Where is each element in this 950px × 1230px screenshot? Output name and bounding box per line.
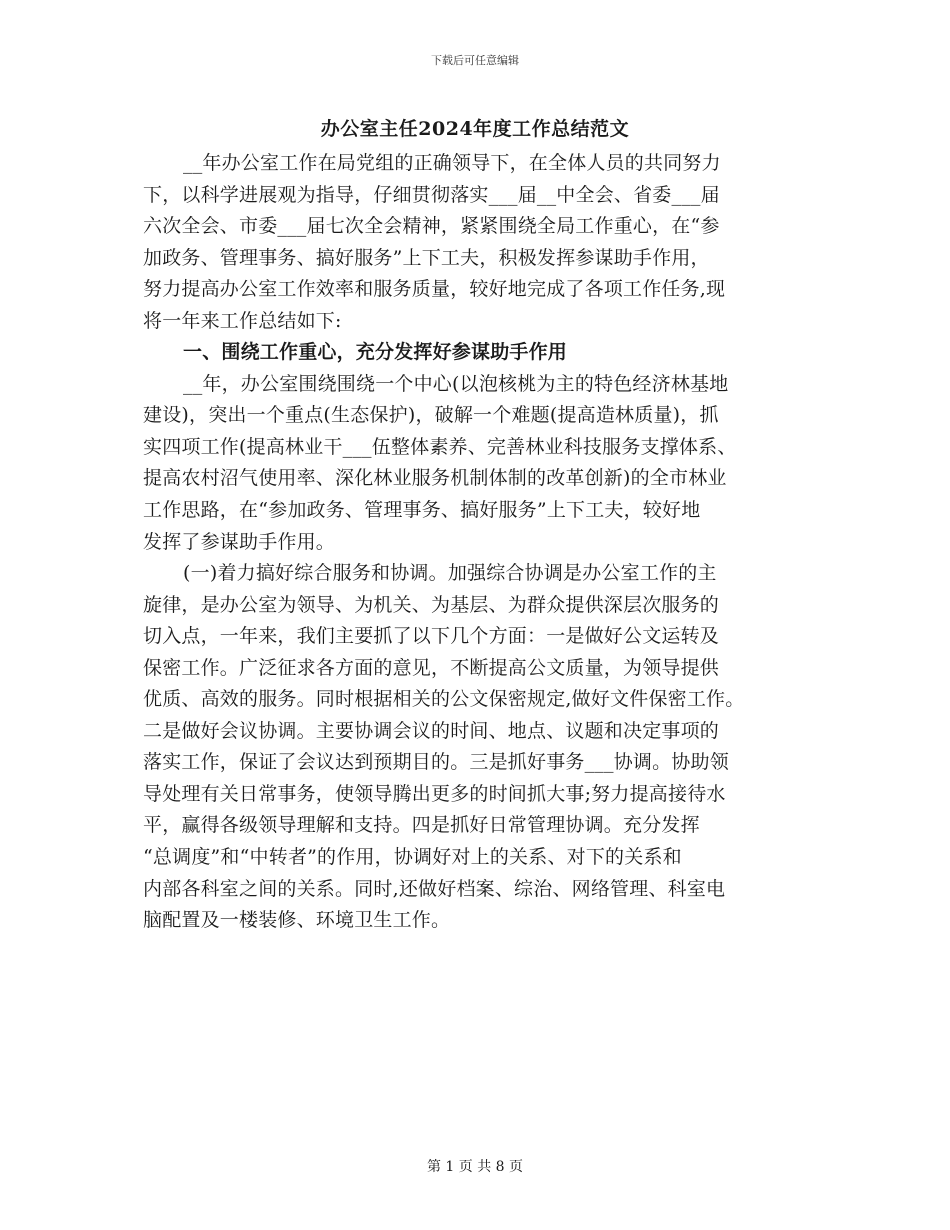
body-text-line: 脑配置及一楼装修、环境卫生工作。 [143, 909, 451, 932]
body-text-line: 切入点，一年来，我们主要抓了以下几个方面：一是做好公文运转及 [143, 625, 720, 648]
body-text-line: 平，赢得各级领导理解和支持。四是抓好日常管理协调。充分发挥 [143, 814, 700, 837]
section-heading: 一、围绕工作重心，充分发挥好参谋助手作用 [183, 341, 568, 364]
page-header-note: 下载后可任意编辑 [431, 54, 519, 67]
body-text-line: 将一年来工作总结如下: [143, 309, 342, 332]
body-text-line: 二是做好会议协调。主要协调会议的时间、地点、议题和决定事项的 [143, 719, 720, 742]
body-text-line: 建设)，突出一个重点(生态保护)，破解一个难题(提高造林质量)，抓 [143, 404, 719, 427]
body-text-line: 导处理有关日常事务，使领导腾出更多的时间抓大事;努力提高接待水 [143, 782, 726, 805]
body-text-line: 保密工作。广泛征求各方面的意见，不断提高公文质量，为领导提供 [143, 656, 720, 679]
body-text-line: 旋律，是办公室为领导、为机关、为基层、为群众提供深层次服务的 [143, 593, 720, 616]
page-number-footer: 第 1 页 共 8 页 [426, 1159, 524, 1175]
body-text-line: 加政务、管理事务、搞好服务”上下工夫，积极发挥参谋助手作用， [143, 246, 710, 269]
body-text-line: 内部各科室之间的关系。同时,还做好档案、综治、网络管理、科室电 [143, 877, 726, 900]
body-text-line: 发挥了参谋助手作用。 [143, 530, 336, 553]
body-text-line: 工作思路，在“参加政务、管理事务、搞好服务”上下工夫，较好地 [143, 499, 701, 522]
body-text-line: 提高农村沼气使用率、深化林业服务机制体制的改革创新)的全市林业 [143, 467, 727, 490]
body-text-line: 优质、高效的服务。同时根据相关的公文保密规定,做好文件保密工作。 [143, 688, 745, 711]
body-text-line: “总调度”和“中转者”的作用，协调好对上的关系、对下的关系和 [143, 846, 682, 869]
body-text-line: 下，以科学进展观为指导，仔细贯彻落实___届__中全会、省委___届 [143, 183, 720, 206]
body-text-line: (一)着力搞好综合服务和协调。加强综合协调是办公室工作的主 [183, 562, 717, 585]
document-title: 办公室主任2024年度工作总结范文 [320, 118, 630, 140]
body-text-line: 落实工作，保证了会议达到预期目的。三是抓好事务___协调。协助领 [143, 751, 729, 774]
body-text-line: __年办公室工作在局党组的正确领导下，在全体人员的共同努力 [183, 152, 721, 174]
body-text-line: 努力提高办公室工作效率和服务质量，较好地完成了各项工作任务,现 [143, 278, 726, 301]
body-text-line: __年，办公室围绕围绕一个中心(以泡核桃为主的特色经济林基地 [183, 372, 729, 395]
document-body [143, 148, 823, 937]
body-text-line: 实四项工作(提高林业干___伍整体素养、完善林业科技服务支撑体系、 [143, 435, 737, 458]
body-text-line: 六次全会、市委___届七次全会精神，紧紧围绕全局工作重心，在“参 [143, 215, 720, 238]
